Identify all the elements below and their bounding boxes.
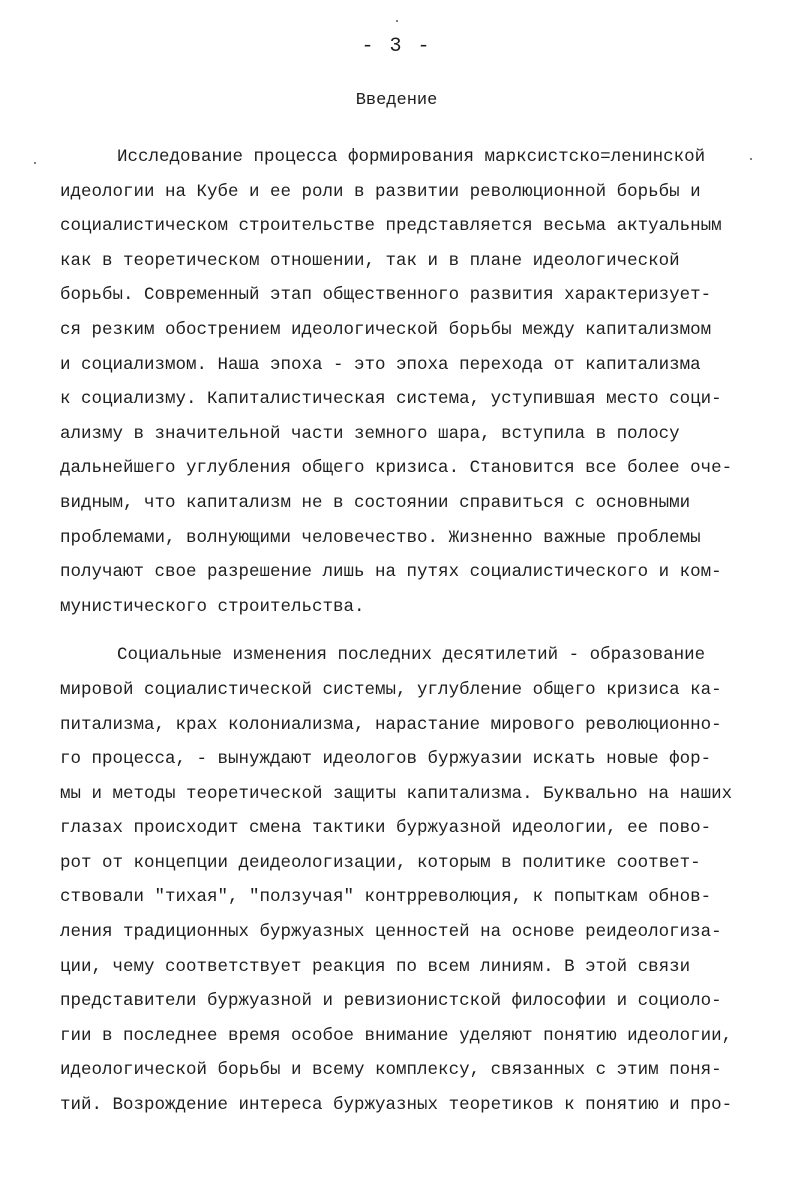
text-line: идеологии на Кубе и ее роли в развитии революционной борьбы и <box>60 181 701 202</box>
text-line: дальнейшего углубления общего кризиса. Становится все более оче- <box>60 458 733 479</box>
text-line: тий. Возрождение интереса буржуазных теоретиков к понятию и про- <box>60 1095 733 1116</box>
text-line: представители буржуазной и ревизионистской философии и социоло- <box>60 991 722 1012</box>
text-line: ся резким обострением идеологической борьбы между капитализмом <box>60 319 712 340</box>
scan-speck <box>34 162 36 164</box>
text-line: получают свое разрешение лишь на путях социалистического и ком- <box>60 562 722 583</box>
page-number: - 3 - <box>361 35 432 58</box>
text-line: Исследование процесса формирования марксистско=ленинской <box>117 147 706 167</box>
text-line: ции, чему соответствует реакция по всем линиям. В этой связи <box>60 956 691 977</box>
text-line: ствовали "тихая", "ползучая" контрреволюция, к попыткам обнов- <box>60 887 712 908</box>
text-line: ализму в значительной части земного шара, вступила в полосу <box>60 423 680 444</box>
text-line: видным, что капитализм не в состоянии справиться с основными <box>60 492 691 513</box>
text-line: гии в последнее время особое внимание уделяют понятию идеологии, <box>60 1025 733 1046</box>
text-line: ления традиционных буржуазных ценностей на основе реидеологиза- <box>60 922 722 943</box>
text-line: мировой социалистической системы, углубление общего кризиса ка- <box>60 679 722 700</box>
text-line: Социальные изменения последних десятилетий - образование <box>117 645 706 666</box>
text-line: питализма, крах колониализма, нарастание мирового революционно- <box>60 714 722 735</box>
text-line: го процесса, - вынуждают идеологов буржуазии искать новые фор- <box>60 749 712 770</box>
text-line: социалистическом строительстве представляется весьма актуальным <box>60 216 722 237</box>
scan-speck <box>750 158 752 160</box>
scan-speck <box>396 20 398 22</box>
text-line: идеологической борьбы и всему комплексу, связанных с этим поня- <box>60 1060 722 1081</box>
text-line: к социализму. Капиталистическая система, уступившая место соци- <box>60 389 722 410</box>
text-line: мунистического строительства. <box>60 596 365 617</box>
text-line: мы и методы теоретической защиты капитализма. Буквально на наших <box>60 783 733 804</box>
text-line: рот от концепции деидеологизации, которым в политике соответ- <box>60 852 701 873</box>
text-line: проблемами, волнующими человечество. Жизненно важные проблемы <box>60 527 701 548</box>
text-line: и социализмом. Наша эпоха - это эпоха перехода от капитализма <box>60 354 701 375</box>
section-heading: Введение <box>355 91 438 110</box>
body-text <box>60 140 750 1123</box>
text-line: как в теоретическом отношении, так и в плане идеологической <box>60 250 680 271</box>
text-line: глазах происходит смена тактики буржуазной идеологии, ее пово- <box>60 818 712 839</box>
text-line: борьбы. Современный этап общественного развития характеризует- <box>60 285 712 306</box>
